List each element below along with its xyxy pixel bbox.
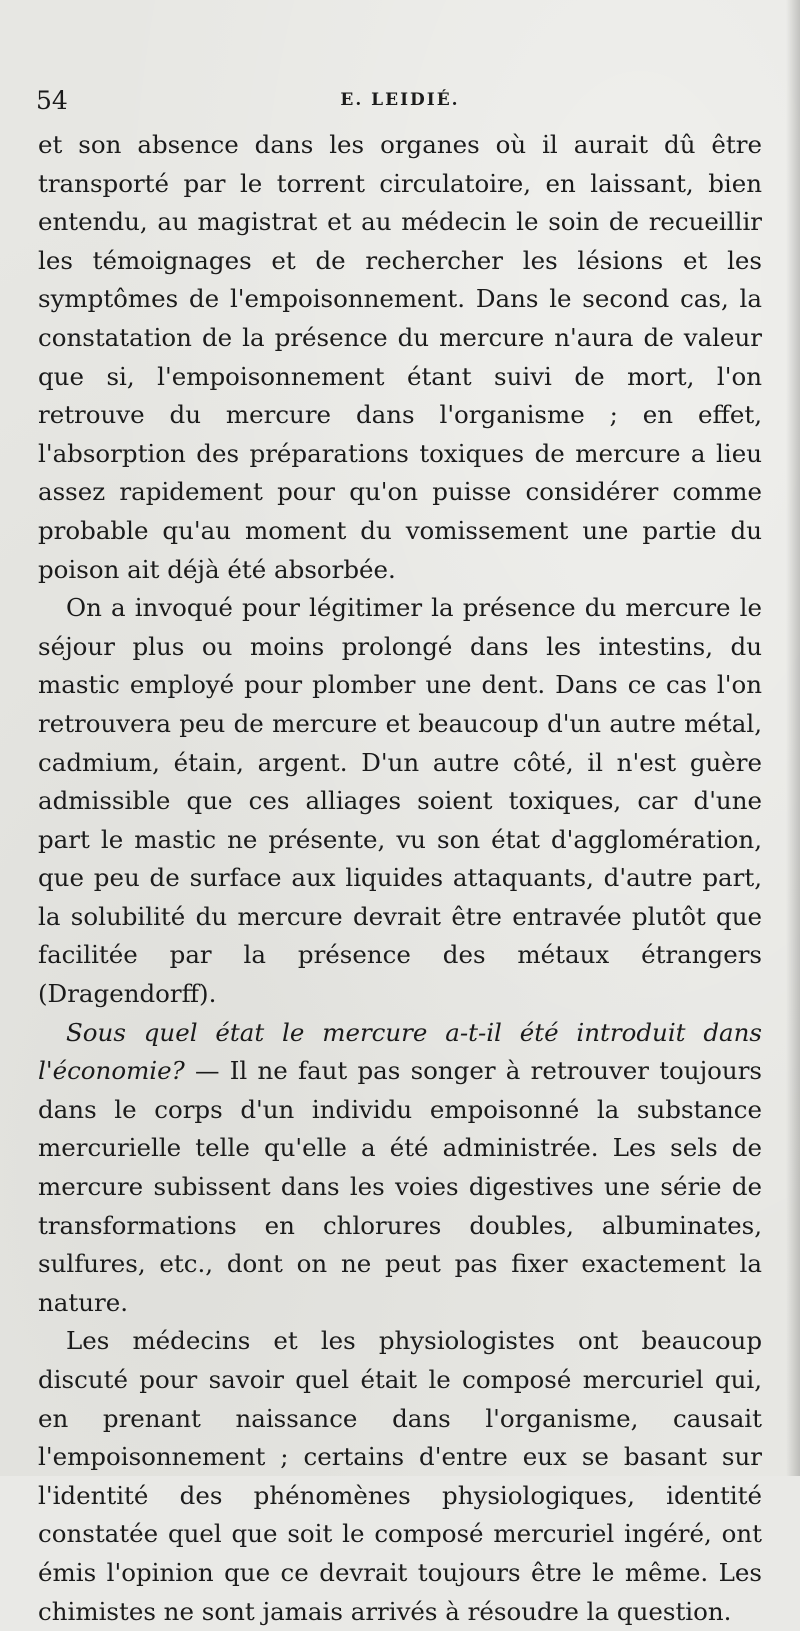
page-header [36,86,764,116]
paragraph-3-text: — Il ne faut pas songer à retrouver toujours dans le corps d'un individu empoisonné la substance mercurielle telle qu'elle a été administrée. Les sels de mercure subissent dans les voies digestives une série de transformations en chlorures doubles, albuminates, sulfures, etc., dont on ne peut pas fixer exactement la nature. [38,1056,762,1317]
paragraph-1: et son absence dans les organes où il aurait dû être transporté par le torrent circulatoire, en laissant, bien entendu, au magistrat et au médecin le soin de recueillir les témoignages et de rechercher les lésions et les symptômes de l'empoisonnement. Dans le second cas, la constatation de la présence du mercure n'aura de valeur que si, l'empoisonnement étant suivi de mort, l'on retrouve du mercure dans l'organisme ; en effet, l'absorption des préparations toxiques de mercure a lieu assez rapidement pour qu'on puisse considérer comme probable qu'au moment du vomissement une partie du poison ait déjà été absorbée. [38,130,762,584]
page-number: 54 [36,86,68,115]
paragraph-4: Les médecins et les physiologistes ont beaucoup discuté pour savoir quel était le composé mercuriel qui, en prenant naissance dans l'organisme, causait l'empoisonnement ; certains d'entre eux se basant sur l'identité des phénomènes physiologiques, identité constatée quel que soit le composé mercuriel ingéré, ont émis l'opinion que ce devrait toujours être le même. Les chimistes ne sont jamais arrivés à résoudre la question. [38,1326,762,1626]
page-edge-shadow [786,0,800,1476]
paragraph-3 [38,1014,762,1323]
body-text [38,126,762,1631]
running-head: E. LEIDIÉ. [340,90,460,110]
paragraph-2: On a invoqué pour légitimer la présence du mercure le séjour plus ou moins prolongé dans les intestins, du mastic employé pour plomber une dent. Dans ce cas l'on retrouvera peu de mercure et beaucoup d'un autre métal, cadmium, étain, argent. D'un autre côté, il n'est guère admissible que ces alliages soient toxiques, car d'une part le mastic ne présente, vu son état d'agglomération, que peu de surface aux liquides attaquants, d'autre part, la solubilité du mercure devrait être entravée plutôt que facilitée par la présence des métaux étrangers (Dragendorff). [38,593,762,1009]
section-question: Sous quel état le mercure a-t-il été introduit dans l'économie? [38,1017,762,1086]
